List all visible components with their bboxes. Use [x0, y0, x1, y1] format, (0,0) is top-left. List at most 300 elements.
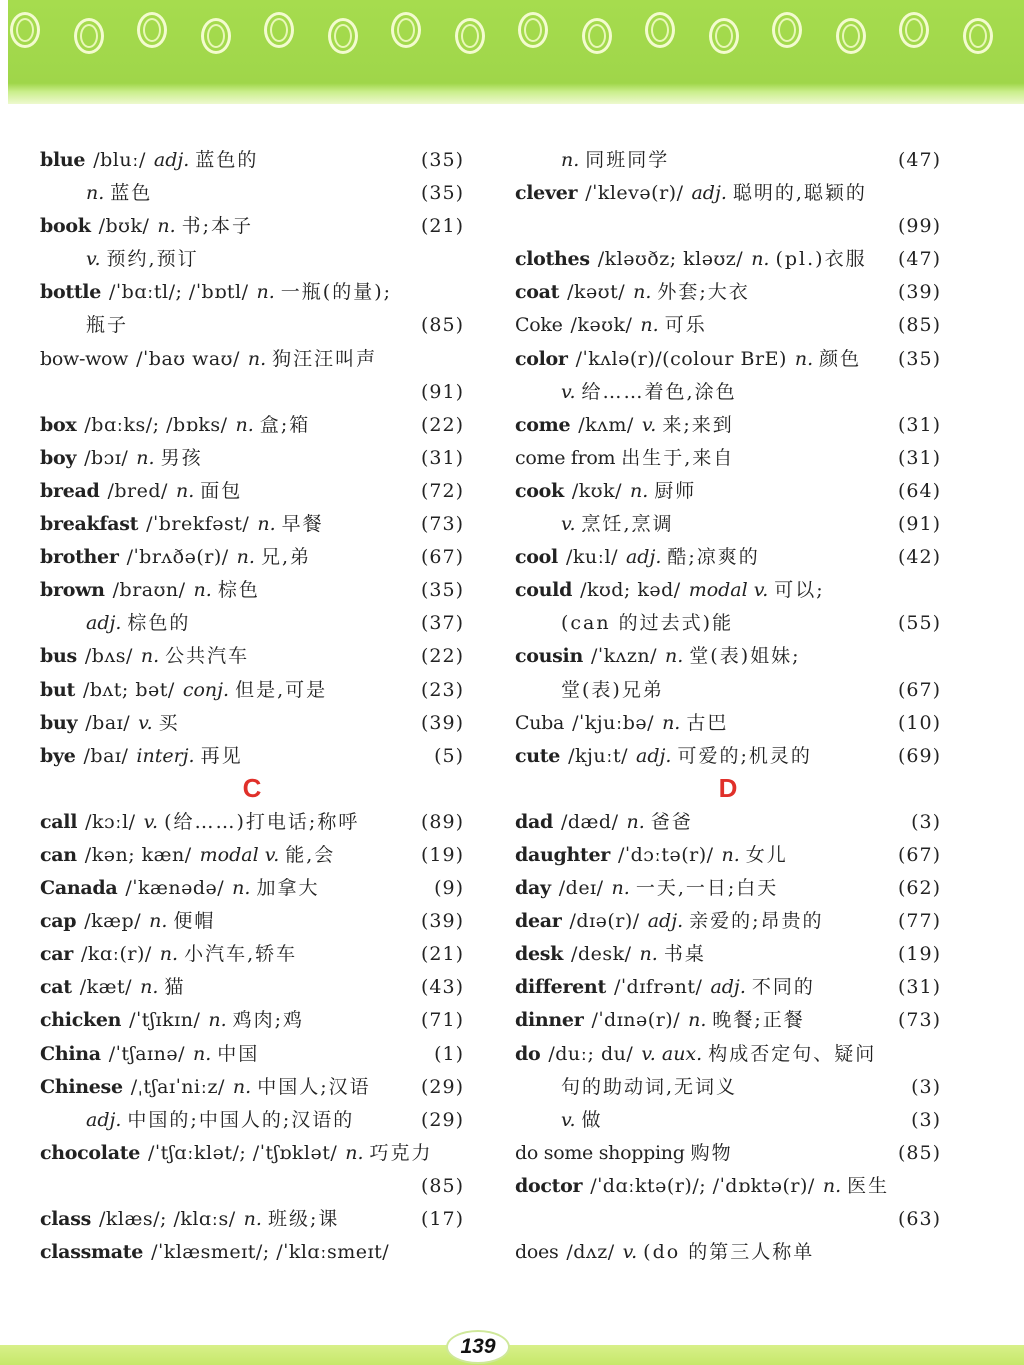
headword: different — [515, 976, 606, 999]
meaning: 蓝色 — [110, 182, 153, 205]
part-of-speech: n. — [794, 347, 814, 370]
meaning: 能,会 — [285, 843, 336, 866]
part-of-speech: adj. — [86, 612, 122, 635]
page-reference: (47) — [897, 248, 941, 271]
vocab-entry-continuation — [515, 1203, 941, 1236]
phonetic: /kləʊðz; kləʊz/ — [597, 248, 744, 271]
part-of-speech: v. — [622, 1241, 638, 1264]
ring-ornament-icon — [518, 12, 548, 48]
headword: chocolate — [40, 1141, 140, 1164]
ring-ornament-icon — [709, 18, 739, 54]
entry-body — [40, 910, 215, 932]
vocab-entry — [40, 144, 464, 177]
vocab-entry — [40, 1038, 464, 1071]
vocab-entry — [515, 442, 941, 475]
vocab-entry — [40, 508, 464, 541]
meaning: 爸爸 — [650, 810, 693, 833]
page-reference: (47) — [897, 149, 941, 171]
part-of-speech: adj. — [86, 1108, 122, 1131]
headword: call — [40, 810, 78, 833]
entry-body — [515, 513, 674, 535]
part-of-speech: n. — [235, 413, 254, 436]
ring-ornament-icon — [137, 12, 167, 48]
headword: Chinese — [40, 1075, 123, 1098]
headword: day — [515, 877, 551, 900]
vocab-entry — [40, 409, 464, 442]
ring-ornament-icon — [264, 12, 294, 48]
phonetic: /ˈdɔːtə(r)/ — [617, 843, 714, 866]
vocab-entry — [515, 1004, 941, 1037]
part-of-speech: n. — [633, 281, 652, 304]
part-of-speech: v. — [86, 248, 101, 271]
page-reference: (64) — [897, 479, 941, 502]
vocab-entry-continuation — [40, 607, 464, 640]
headword: bottle — [40, 281, 102, 304]
vocab-entry-continuation — [515, 674, 941, 707]
entry-body — [515, 447, 734, 469]
page-reference: (85) — [897, 1141, 941, 1164]
ring-ornament-icon — [645, 12, 675, 48]
entry-body — [40, 281, 392, 303]
headword: doctor — [515, 1174, 583, 1197]
meaning: 中国的;中国人的;汉语的 — [127, 1108, 355, 1131]
vocab-entry-continuation — [40, 177, 464, 210]
part-of-speech: n. — [236, 546, 255, 569]
meaning: 但是,可是 — [235, 678, 328, 701]
vocab-entry — [40, 1004, 464, 1037]
vocab-entry-continuation — [515, 607, 941, 640]
vocab-entry — [40, 442, 464, 475]
part-of-speech: adj. — [636, 744, 672, 767]
entry-body — [40, 1109, 354, 1131]
meaning: 堂(表)兄弟 — [561, 678, 664, 701]
vocab-entry — [515, 839, 941, 872]
part-of-speech: n. — [640, 314, 659, 337]
meaning: 堂(表)姐妹; — [689, 645, 801, 668]
headword: come from — [515, 446, 616, 469]
part-of-speech: n. — [630, 479, 649, 502]
headword: cute — [515, 744, 561, 767]
entry-body — [40, 447, 203, 469]
page-reference: (19) — [420, 843, 464, 866]
phonetic: /kæp/ — [84, 910, 142, 933]
part-of-speech: v. — [561, 1108, 576, 1131]
ring-ornament-icon — [582, 18, 612, 54]
phonetic: /kʊd; kəd/ — [580, 579, 681, 602]
part-of-speech: n. — [193, 1042, 212, 1065]
vocab-entry — [515, 905, 941, 938]
vocab-entry — [515, 740, 941, 773]
meaning: 便帽 — [173, 910, 216, 933]
meaning: 兄,弟 — [260, 546, 311, 569]
entry-body — [40, 414, 310, 436]
part-of-speech: n. — [247, 347, 267, 370]
meaning: 烹饪,烹调 — [581, 513, 674, 536]
vocab-entry — [515, 806, 941, 839]
vocab-entry — [515, 343, 941, 376]
meaning: 厨师 — [654, 479, 697, 502]
vocab-entry — [40, 938, 464, 971]
part-of-speech: v. — [561, 513, 576, 536]
entry-body — [515, 844, 788, 866]
ring-ornament-icon — [391, 12, 421, 48]
meaning: 鸡肉;鸡 — [232, 1009, 305, 1032]
entry-body — [515, 1175, 889, 1197]
headword: do some shopping — [515, 1141, 685, 1164]
meaning: 盒;箱 — [259, 413, 311, 436]
page-reference: (21) — [420, 215, 464, 238]
meaning: 古巴 — [686, 711, 729, 734]
part-of-speech: n. — [721, 843, 740, 866]
part-of-speech: n. — [626, 810, 645, 833]
entry-body — [40, 1076, 371, 1098]
part-of-speech: n. — [688, 1009, 707, 1032]
phonetic: /braʊn/ — [112, 579, 186, 602]
vocab-entry-continuation — [515, 1104, 941, 1137]
meaning: 亲爱的;昂贵的 — [689, 910, 824, 933]
meaning: 瓶子 — [86, 314, 129, 337]
headword: Cuba — [515, 711, 565, 734]
phonetic: /ˈdɑːktə(r)/; /ˈdɒktə(r)/ — [590, 1174, 815, 1197]
entry-body — [40, 480, 242, 502]
entry-body — [515, 182, 867, 204]
page-reference: (22) — [420, 645, 464, 668]
headword: clothes — [515, 248, 590, 271]
vocab-entry-continuation — [515, 144, 941, 177]
part-of-speech: v. — [143, 810, 159, 833]
entry-body — [40, 844, 335, 866]
meaning: 预约,预订 — [106, 248, 199, 271]
entry-body — [40, 1043, 259, 1065]
entry-body — [40, 546, 311, 568]
page-reference: (72) — [420, 479, 464, 502]
meaning: 可乐 — [664, 314, 707, 337]
headword: coat — [515, 281, 560, 304]
part-of-speech: modal v. — [688, 579, 769, 602]
meaning: (给……)打电话;称呼 — [164, 810, 360, 833]
phonetic: /ˈbɑːtl/; /ˈbɒtl/ — [109, 281, 249, 304]
phonetic: /bʊk/ — [98, 215, 150, 238]
meaning: 购物 — [690, 1141, 733, 1164]
entry-body — [40, 811, 359, 833]
entry-body — [515, 1043, 876, 1065]
page-reference: (69) — [897, 744, 941, 767]
section-letter-heading: C — [242, 772, 262, 803]
phonetic: /kʊk/ — [571, 479, 623, 502]
vocab-entry — [40, 971, 464, 1004]
headword: bye — [40, 744, 76, 767]
meaning: 一天,一日;白天 — [635, 877, 779, 900]
meaning: 猫 — [164, 976, 186, 999]
vocab-entry — [40, 541, 464, 574]
page-reference: (29) — [420, 1108, 464, 1131]
page-reference: (39) — [420, 910, 464, 933]
phonetic: /ˈkjuːbə/ — [572, 711, 655, 734]
entry-body — [40, 745, 243, 767]
vocab-entry — [515, 475, 941, 508]
entry-body — [40, 612, 190, 634]
page-reference: (85) — [420, 1174, 464, 1197]
vocab-entry — [40, 276, 464, 309]
page-reference: (23) — [420, 678, 464, 701]
headword: classmate — [40, 1241, 144, 1264]
vocab-entry — [40, 740, 464, 773]
headword: come — [515, 413, 571, 436]
phonetic: /dɪə(r)/ — [569, 910, 640, 933]
vocab-entry — [515, 574, 941, 607]
meaning: 医生 — [847, 1174, 890, 1197]
entry-body — [515, 877, 778, 899]
part-of-speech: n. — [86, 182, 105, 205]
ring-ornament-icon — [328, 18, 358, 54]
phonetic: /ˈtʃɑːklət/; /ˈtʃɒklət/ — [148, 1141, 338, 1164]
part-of-speech: n. — [140, 976, 159, 999]
entry-body — [515, 745, 812, 767]
meaning: 书桌 — [663, 943, 706, 966]
phonetic: /bɑːks/; /bɒks/ — [84, 413, 228, 436]
entry-body — [515, 248, 867, 270]
page-reference: (67) — [897, 843, 941, 866]
vocab-entry — [515, 409, 941, 442]
meaning: 出生于,来自 — [621, 446, 735, 469]
entry-body — [515, 910, 824, 932]
entry-body — [40, 645, 249, 667]
meaning: 早餐 — [281, 513, 324, 536]
page-reference: (31) — [420, 446, 464, 469]
page-reference: (17) — [420, 1208, 464, 1230]
phonetic: /ˈtʃaɪnə/ — [108, 1042, 185, 1065]
headword: does — [515, 1241, 559, 1264]
entry-body — [40, 976, 185, 998]
meaning: 男孩 — [160, 446, 203, 469]
entry-body — [515, 546, 760, 568]
page-reference: (73) — [897, 1009, 941, 1032]
meaning: 可以; — [774, 579, 825, 602]
vocab-entry — [515, 177, 941, 210]
phonetic: /dæd/ — [560, 810, 619, 833]
ring-ornament-icon — [772, 12, 802, 48]
page-reference: (37) — [420, 612, 464, 635]
meaning: 巧克力 — [369, 1141, 433, 1164]
entry-body — [40, 877, 319, 899]
meaning: 来;来到 — [662, 413, 734, 436]
phonetic: /bred/ — [107, 479, 168, 502]
part-of-speech: n. — [822, 1174, 842, 1197]
page-reference: (91) — [897, 513, 941, 536]
vocab-entry — [40, 640, 464, 673]
phonetic: /ˈkʌzn/ — [590, 645, 658, 668]
ring-ornament-icon — [963, 18, 993, 54]
right-column — [515, 144, 941, 1269]
headword: chicken — [40, 1009, 122, 1032]
part-of-speech: adj. — [625, 546, 662, 569]
vocab-entry-continuation — [515, 210, 941, 243]
page-reference: (19) — [897, 943, 941, 966]
vocab-entry — [515, 309, 941, 342]
headword: class — [40, 1208, 91, 1230]
headword: cousin — [515, 645, 583, 668]
meaning: 棕色的 — [127, 612, 191, 635]
entry-body — [515, 149, 669, 171]
part-of-speech: v. — [561, 380, 576, 403]
vocab-entry — [40, 210, 464, 243]
phonetic: /bʌs/ — [84, 645, 133, 668]
phonetic: /bʌt; bət/ — [82, 678, 175, 701]
entry-body — [515, 314, 707, 336]
vocab-entry — [515, 276, 941, 309]
page-reference: (67) — [897, 678, 941, 701]
entry-body — [515, 414, 734, 436]
part-of-speech: n. — [561, 149, 580, 171]
meaning: 面包 — [200, 479, 243, 502]
meaning: 中国人;汉语 — [257, 1075, 371, 1098]
page-reference: (89) — [420, 810, 464, 833]
phonetic: /kæt/ — [79, 976, 133, 999]
meaning: 做 — [581, 1108, 603, 1131]
vocab-entry-continuation — [40, 376, 464, 409]
meaning: 买 — [158, 711, 180, 734]
phonetic: /bɔɪ/ — [84, 446, 129, 469]
page-reference: (21) — [420, 943, 464, 966]
left-column — [40, 144, 464, 1269]
entry-body — [515, 281, 750, 303]
phonetic: /ˈklevə(r)/ — [585, 182, 684, 205]
entry-body — [40, 248, 199, 270]
phonetic: /ˈdɪnə(r)/ — [591, 1009, 681, 1032]
headword: dinner — [515, 1009, 584, 1032]
phonetic: /deɪ/ — [558, 877, 604, 900]
entry-body — [40, 149, 258, 171]
page-reference: (3) — [911, 1075, 941, 1098]
headword: dad — [515, 810, 553, 833]
part-of-speech: v. — [138, 711, 153, 734]
headword: Coke — [515, 314, 563, 337]
headword: box — [40, 413, 77, 436]
page-reference: (85) — [420, 314, 464, 337]
part-of-speech: modal v. — [199, 843, 280, 866]
meaning: 给……着色,涂色 — [581, 380, 737, 403]
page-reference: (55) — [897, 612, 941, 635]
meaning: 狗汪汪叫声 — [272, 347, 378, 370]
page-reference: (99) — [897, 215, 941, 238]
vocab-entry-continuation — [40, 243, 464, 276]
part-of-speech: n. — [175, 479, 195, 502]
entry-body — [515, 645, 801, 667]
vocab-entry — [515, 1170, 941, 1203]
entry-body — [515, 1241, 814, 1263]
part-of-speech: adj. — [691, 182, 727, 205]
headword: brother — [40, 546, 119, 569]
page-reference: (1) — [434, 1042, 464, 1065]
page-reference: (39) — [420, 711, 464, 734]
vocab-entry-continuation — [515, 376, 941, 409]
part-of-speech: n. — [157, 215, 176, 238]
headword: do — [515, 1042, 541, 1065]
vocab-entry-continuation — [40, 1170, 464, 1203]
page-reference: (31) — [897, 446, 941, 469]
entry-body — [515, 976, 815, 998]
part-of-speech: n. — [232, 1075, 252, 1098]
meaning: 构成否定句、疑问 — [708, 1042, 877, 1065]
entry-body — [40, 579, 260, 601]
entry-body — [40, 712, 180, 734]
headword: clever — [515, 182, 578, 205]
page-reference: (71) — [420, 1009, 464, 1032]
page-reference: (10) — [897, 711, 941, 734]
part-of-speech: n. — [193, 579, 212, 602]
headword: dear — [515, 910, 562, 933]
entry-body — [40, 314, 128, 336]
phonetic: /ˈtʃɪkɪn/ — [129, 1009, 201, 1032]
entry-body — [515, 1009, 805, 1031]
section-letter-heading: D — [718, 772, 738, 803]
meaning: 棕色 — [217, 579, 260, 602]
phonetic: /kəʊk/ — [570, 314, 633, 337]
page-reference: (22) — [420, 413, 464, 436]
meaning: 书;本子 — [181, 215, 254, 238]
phonetic: /bluː/ — [93, 149, 146, 171]
vocab-entry — [515, 1236, 941, 1269]
page-reference: (63) — [897, 1208, 941, 1230]
page-reference: (85) — [897, 314, 941, 337]
vocab-entry — [515, 243, 941, 276]
headword: bread — [40, 479, 100, 502]
meaning: 一瓶(的量); — [280, 281, 393, 304]
page-reference: (91) — [420, 380, 464, 403]
entry-body — [515, 480, 696, 502]
headword: bus — [40, 645, 77, 668]
vocab-entry — [40, 806, 464, 839]
meaning: 可爱的;机灵的 — [677, 744, 812, 767]
vocab-entry — [515, 1137, 941, 1170]
headword: can — [40, 843, 77, 866]
meaning: 晚餐;正餐 — [712, 1009, 805, 1032]
phonetic: /ˌtʃaɪˈniːz/ — [130, 1075, 225, 1098]
page-reference: (35) — [897, 347, 941, 370]
part-of-speech: n. — [611, 877, 630, 900]
vocab-entry — [515, 971, 941, 1004]
vocab-entry — [40, 475, 464, 508]
phonetic: /desk/ — [571, 943, 632, 966]
part-of-speech: n. — [662, 711, 681, 734]
part-of-speech: n. — [257, 513, 276, 536]
part-of-speech: adj. — [647, 910, 684, 933]
entry-body — [40, 1142, 433, 1164]
vocab-entry — [40, 905, 464, 938]
header-decorative-band — [8, 0, 1024, 104]
part-of-speech: n. — [136, 446, 155, 469]
part-of-speech: n. — [345, 1141, 364, 1164]
page-reference: (43) — [420, 976, 464, 999]
page-reference: (62) — [897, 877, 941, 900]
entry-body — [515, 712, 728, 734]
vocab-entry — [40, 707, 464, 740]
meaning: 同班同学 — [585, 149, 670, 171]
page-reference: (73) — [420, 513, 464, 536]
phonetic: /ˈbrʌðə(r)/ — [126, 546, 229, 569]
phonetic: /klæs/; /klɑːs/ — [99, 1208, 236, 1230]
meaning: 班级;课 — [267, 1208, 340, 1230]
vocab-entry — [515, 707, 941, 740]
page-reference: (77) — [897, 910, 941, 933]
page-reference: (3) — [911, 810, 941, 833]
meaning: 蓝色的 — [195, 149, 259, 171]
ring-ornament-icon — [899, 12, 929, 48]
entry-body — [40, 1009, 304, 1031]
entry-body — [40, 215, 253, 237]
headword: but — [40, 678, 75, 701]
part-of-speech: interj. — [136, 744, 195, 767]
